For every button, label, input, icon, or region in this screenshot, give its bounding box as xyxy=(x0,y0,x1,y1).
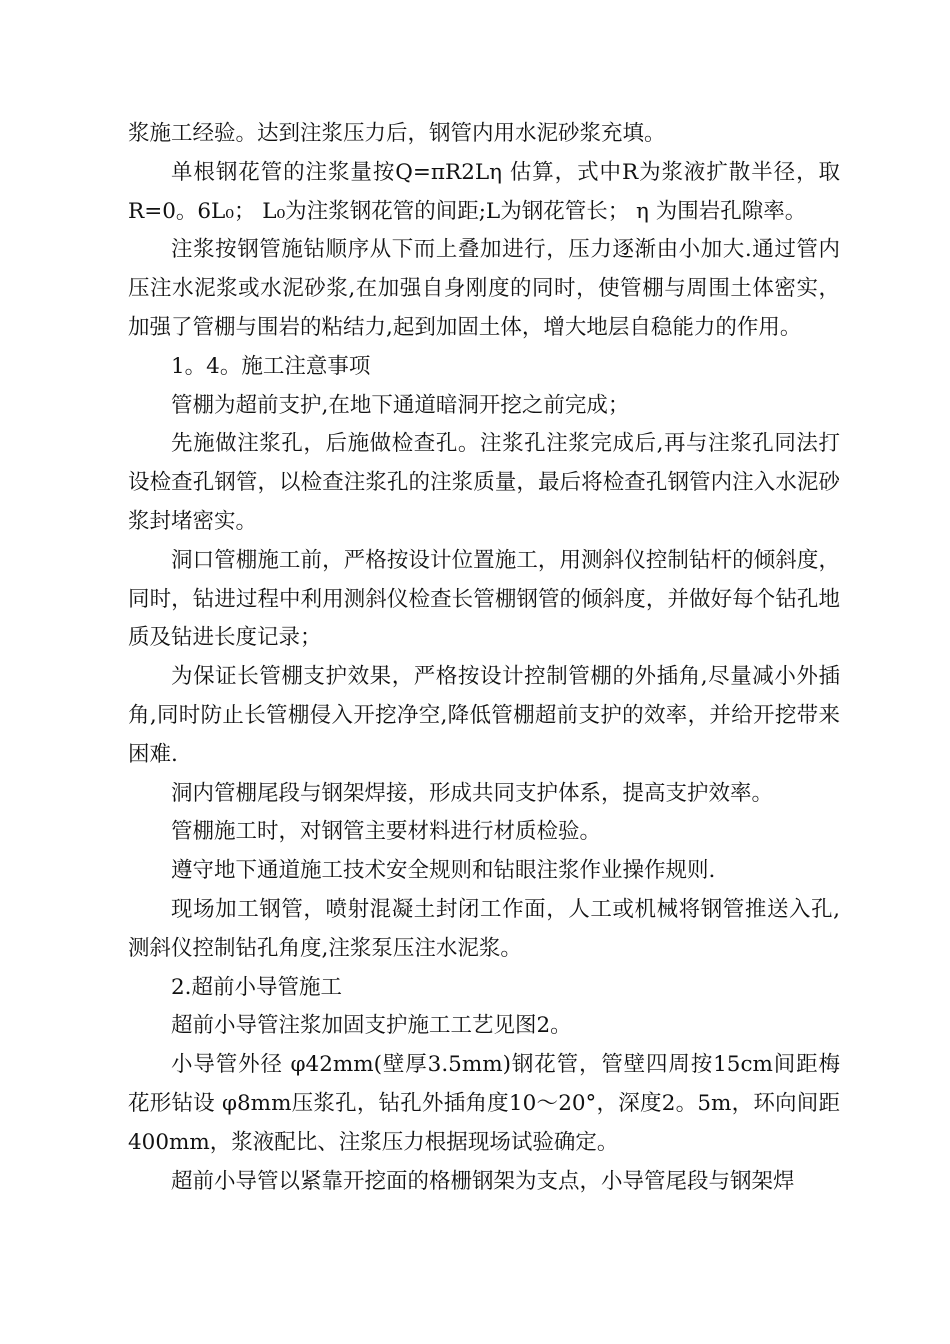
paragraph-figure-reference: 超前小导管注浆加固支护施工工艺见图2。 xyxy=(171,1013,572,1039)
section-heading-small-pipe: 2.超前小导管施工 xyxy=(171,974,343,1000)
paragraph-small-pipe-specs: 小导管外径 φ42mm(壁厚3.5mm)钢花管，管壁四周按15cm间距梅花形钻设 φ8mm压浆孔，钻孔外插角度10～20°，深度2。5m，环向间距400mm，浆液配比、注浆压力根据现场试验确定。 xyxy=(128,1052,840,1155)
paragraph-insertion-angle: 为保证长管棚支护效果，严格按设计控制管棚的外插角,尽量减小外插角,同时防止长管棚侵入开挖净空,降低管棚超前支护的效率，并给开挖带来困难. xyxy=(128,664,840,767)
paragraph-pipe-shed-advance: 管棚为超前支护,在地下通道暗洞开挖之前完成； xyxy=(171,392,630,418)
paragraph-support-point: 超前小导管以紧靠开挖面的格栅钢架为支点，小导管尾段与钢架焊 xyxy=(171,1168,795,1194)
paragraph-continuation: 浆施工经验。达到注浆压力后，钢管内用水泥砂浆充填。 xyxy=(128,121,666,146)
section-heading-precautions: 1。4。施工注意事项 xyxy=(171,353,371,379)
body-text xyxy=(128,115,840,1201)
paragraph-portal-construction: 洞口管棚施工前，严格按设计位置施工，用测斜仪控制钻杆的倾斜度，同时，钻进过程中利用测斜仪检查长管棚钢管的倾斜度，并做好每个钻孔地质及钻进长度记录； xyxy=(128,547,840,651)
paragraph-welding: 洞内管棚尾段与钢架焊接，形成共同支护体系，提高支护效率。 xyxy=(171,780,774,806)
paragraph-inspection-holes: 先施做注浆孔，后施做检查孔。注浆孔注浆完成后,再与注浆孔同法打设检查孔钢管，以检查注浆孔的注浆质量，最后将检查孔钢管内注入水泥砂浆封堵密实。 xyxy=(128,431,840,534)
paragraph-field-processing: 现场加工钢管，喷射混凝土封闭工作面，人工或机械将钢管推送入孔,测斜仪控制钻孔角度,注浆泵压注水泥浆。 xyxy=(128,896,840,961)
paragraph-material-inspection: 管棚施工时，对钢管主要材料进行材质检验。 xyxy=(171,819,602,845)
paragraph-safety-rules: 遵守地下通道施工技术安全规则和钻眼注浆作业操作规则. xyxy=(171,858,716,884)
paragraph-grouting-order: 注浆按钢管施钻顺序从下而上叠加进行，压力逐渐由小加大.通过管内压注水泥浆或水泥砂浆,在加强自身刚度的同时，使管棚与周围土体密实，加强了管棚与围岩的粘结力,起到加固土体，增大地层自稳能力的作用。 xyxy=(128,237,840,340)
paragraph-grouting-volume: 单根钢花管的注浆量按Q=πR2Lη 估算，式中R为浆液扩散半径，取R=0。6L₀； L₀为注浆钢花管的间距;L为钢花管长； η 为围岩孔隙率。 xyxy=(128,159,840,224)
